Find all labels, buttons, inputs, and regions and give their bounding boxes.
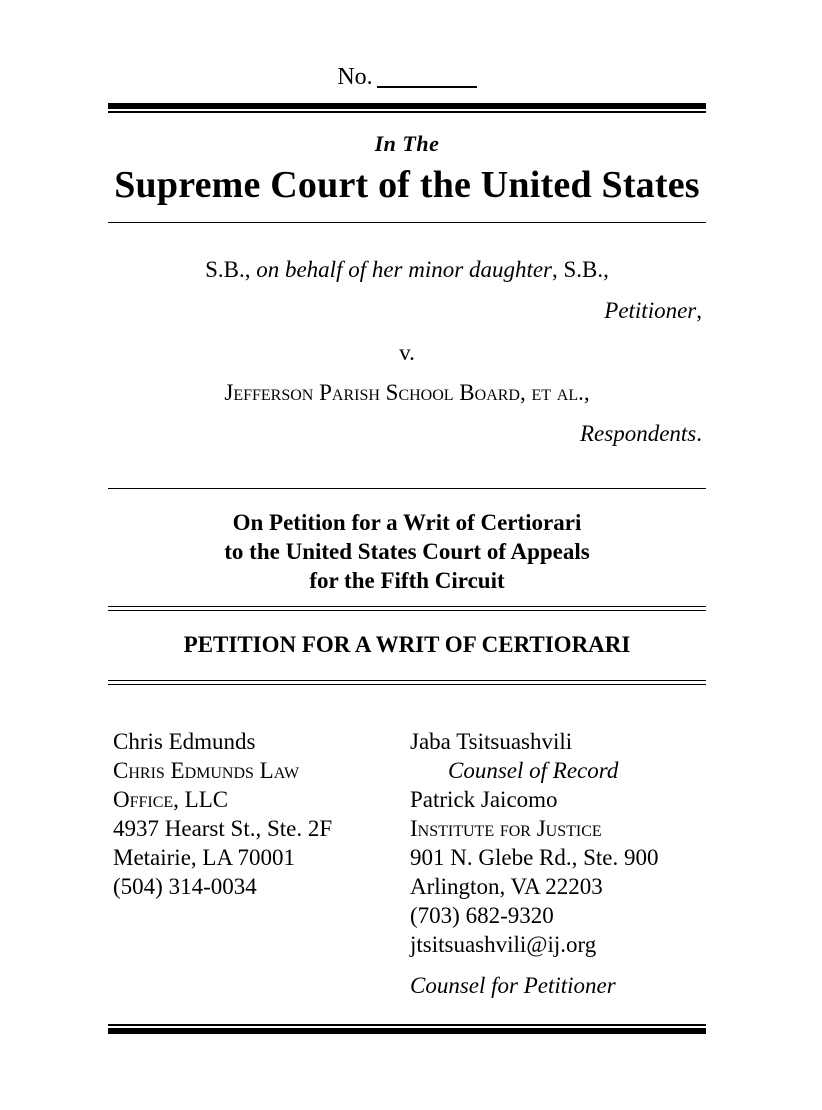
top-thick-rule	[108, 103, 706, 109]
counsel-right-name: Jaba Tsitsuashvili	[410, 729, 573, 754]
docket-blank-line	[377, 64, 477, 88]
versus: v.	[399, 340, 415, 365]
petitioner-prefix: S.B.,	[205, 257, 251, 282]
writ-description	[108, 508, 706, 595]
writ-line-3: for the Fifth Circuit	[309, 568, 505, 593]
writ-divider-2	[108, 610, 706, 611]
respondent-etal-punct: ,	[583, 380, 590, 405]
counsel-left-phone: (504) 314-0034	[113, 874, 257, 899]
title-divider-2	[108, 684, 706, 685]
counsel-right-phone: (703) 682-9320	[410, 903, 554, 928]
counsel-right-address-1: 901 N. Glebe Rd., Ste. 900	[410, 845, 659, 870]
petitioner-role-punct: ,	[696, 298, 702, 323]
bottom-thick-rule	[108, 1028, 706, 1034]
counsel-left-firm-2: Office, LLC	[113, 787, 229, 812]
counsel-right-name-2: Patrick Jaicomo	[410, 787, 558, 812]
counsel-right-firm: Institute for Justice	[410, 816, 602, 841]
docket-number	[108, 64, 706, 91]
respondent-line	[108, 380, 706, 406]
counsel-right-email: jtsitsuashvili@ij.org	[410, 932, 597, 957]
title-divider-1	[108, 680, 706, 681]
respondent-role-punct: .	[696, 421, 702, 446]
caption-divider	[108, 222, 706, 223]
writ-line-1: On Petition for a Writ of Certiorari	[232, 510, 582, 535]
respondent-role	[108, 421, 702, 447]
petitioner-line	[108, 257, 706, 283]
petitioner-role-label: Petitioner	[604, 298, 697, 323]
counsel-left-name: Chris Edmunds	[113, 729, 256, 754]
docket-label: No.	[337, 64, 373, 90]
bottom-thin-rule	[108, 1024, 706, 1026]
top-thin-rule	[108, 111, 706, 113]
respondent-name: Jefferson Parish School Board,	[224, 380, 526, 405]
petitioner-description: on behalf of her minor daughter	[256, 257, 553, 282]
petitioner-suffix: , S.B.,	[552, 257, 609, 282]
counsel-closing: Counsel for Petitioner	[410, 973, 616, 998]
counsel-left-address-2: Metairie, LA 70001	[113, 845, 296, 870]
respondent-role-label: Respondents	[579, 421, 697, 446]
counsel-left-address-1: 4937 Hearst St., Ste. 2F	[113, 816, 333, 841]
counsel-right-role: Counsel of Record	[448, 758, 619, 783]
counsel-right-block	[410, 727, 659, 1000]
petitioner-role	[108, 298, 702, 324]
writ-line-2: to the United States Court of Appeals	[224, 539, 590, 564]
counsel-left-block	[113, 727, 332, 901]
in-the-heading: In The	[374, 131, 440, 156]
writ-divider-1	[108, 606, 706, 607]
counsel-left-firm-1: Chris Edmunds Law	[113, 758, 300, 783]
court-name: Supreme Court of the United States	[114, 164, 700, 206]
respondent-etal: et al.	[531, 380, 584, 405]
document-title: PETITION FOR A WRIT OF CERTIORARI	[183, 632, 631, 657]
parties-divider	[108, 488, 706, 489]
counsel-right-address-2: Arlington, VA 22203	[410, 874, 603, 899]
